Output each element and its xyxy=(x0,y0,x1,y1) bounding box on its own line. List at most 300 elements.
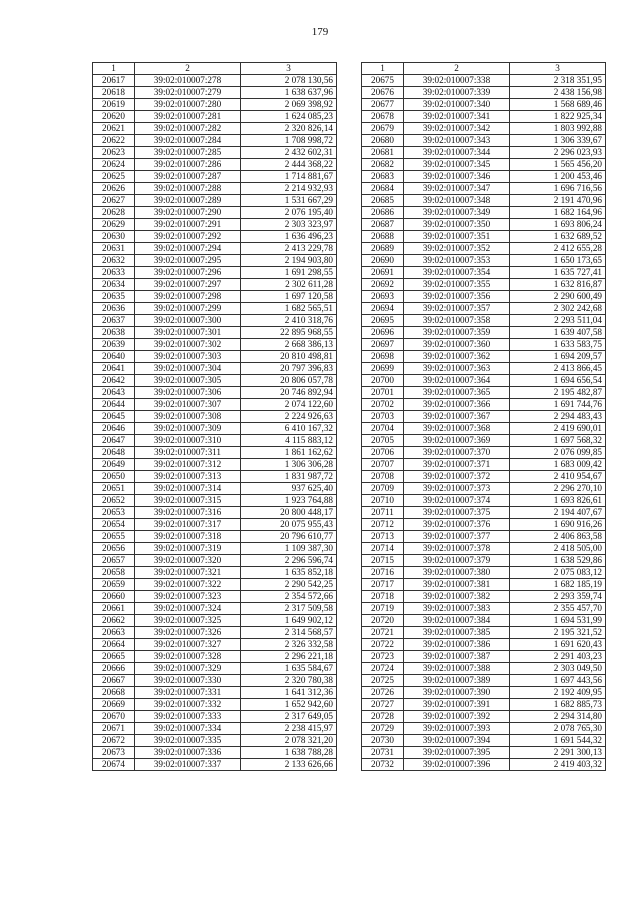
table-row xyxy=(93,75,337,87)
row-number-cell: 20696 xyxy=(362,327,404,339)
cadastral-number-cell: 39:02:010007:327 xyxy=(135,639,241,651)
table-row xyxy=(93,423,337,435)
value-cell: 2 419 403,32 xyxy=(510,759,606,771)
value-cell: 2 291 300,13 xyxy=(510,747,606,759)
row-number-cell: 20669 xyxy=(93,699,135,711)
value-cell: 1 803 992,88 xyxy=(510,123,606,135)
table-row xyxy=(362,159,606,171)
table-row xyxy=(362,147,606,159)
cadastral-number-cell: 39:02:010007:291 xyxy=(135,219,241,231)
cadastral-number-cell: 39:02:010007:315 xyxy=(135,495,241,507)
cadastral-number-cell: 39:02:010007:341 xyxy=(404,111,510,123)
table-row xyxy=(93,675,337,687)
cadastral-number-cell: 39:02:010007:344 xyxy=(404,147,510,159)
column-2-header: 2 xyxy=(135,63,241,75)
table-row xyxy=(93,159,337,171)
value-cell: 1 691 620,43 xyxy=(510,639,606,651)
value-cell: 2 133 626,66 xyxy=(241,759,337,771)
table-row xyxy=(93,639,337,651)
cadastral-number-cell: 39:02:010007:311 xyxy=(135,447,241,459)
row-number-cell: 20618 xyxy=(93,87,135,99)
table-row xyxy=(362,495,606,507)
table-row xyxy=(93,687,337,699)
value-cell: 2 078 765,30 xyxy=(510,723,606,735)
row-number-cell: 20711 xyxy=(362,507,404,519)
table-row xyxy=(362,591,606,603)
value-cell: 2 290 542,25 xyxy=(241,579,337,591)
row-number-cell: 20667 xyxy=(93,675,135,687)
table-row xyxy=(93,111,337,123)
value-cell: 20 796 610,77 xyxy=(241,531,337,543)
table-row xyxy=(362,507,606,519)
row-number-cell: 20658 xyxy=(93,567,135,579)
table-row xyxy=(362,135,606,147)
value-cell: 1 691 544,32 xyxy=(510,735,606,747)
cadastral-number-cell: 39:02:010007:349 xyxy=(404,207,510,219)
row-number-cell: 20635 xyxy=(93,291,135,303)
table-row xyxy=(362,255,606,267)
row-number-cell: 20648 xyxy=(93,447,135,459)
table-row xyxy=(362,675,606,687)
value-cell: 2 302 242,68 xyxy=(510,303,606,315)
cadastral-number-cell: 39:02:010007:389 xyxy=(404,675,510,687)
value-cell: 1 693 826,61 xyxy=(510,495,606,507)
header-row xyxy=(93,63,337,75)
cadastral-number-cell: 39:02:010007:290 xyxy=(135,207,241,219)
value-cell: 2 296 270,10 xyxy=(510,483,606,495)
table-row xyxy=(93,183,337,195)
cadastral-number-cell: 39:02:010007:394 xyxy=(404,735,510,747)
value-cell: 20 075 955,43 xyxy=(241,519,337,531)
value-cell: 2 418 505,00 xyxy=(510,543,606,555)
page-number: 179 xyxy=(311,26,329,38)
table-row xyxy=(93,555,337,567)
cadastral-number-cell: 39:02:010007:392 xyxy=(404,711,510,723)
row-number-cell: 20732 xyxy=(362,759,404,771)
table-row xyxy=(93,291,337,303)
row-number-cell: 20628 xyxy=(93,207,135,219)
table-row xyxy=(362,651,606,663)
cadastral-number-cell: 39:02:010007:282 xyxy=(135,123,241,135)
table-row xyxy=(362,603,606,615)
cadastral-number-cell: 39:02:010007:369 xyxy=(404,435,510,447)
cadastral-number-cell: 39:02:010007:363 xyxy=(404,363,510,375)
cadastral-number-cell: 39:02:010007:295 xyxy=(135,255,241,267)
table-row xyxy=(93,147,337,159)
row-number-cell: 20626 xyxy=(93,183,135,195)
table-row xyxy=(93,567,337,579)
value-cell: 2 195 321,52 xyxy=(510,627,606,639)
cadastral-number-cell: 39:02:010007:325 xyxy=(135,615,241,627)
table-row xyxy=(362,519,606,531)
cadastral-number-cell: 39:02:010007:390 xyxy=(404,687,510,699)
row-number-cell: 20640 xyxy=(93,351,135,363)
table-row xyxy=(93,303,337,315)
row-number-cell: 20632 xyxy=(93,255,135,267)
value-cell: 1 632 689,52 xyxy=(510,231,606,243)
row-number-cell: 20692 xyxy=(362,279,404,291)
row-number-cell: 20701 xyxy=(362,387,404,399)
table-row xyxy=(362,735,606,747)
row-number-cell: 20727 xyxy=(362,699,404,711)
value-cell: 1 694 656,54 xyxy=(510,375,606,387)
table-row xyxy=(93,603,337,615)
cadastral-number-cell: 39:02:010007:385 xyxy=(404,627,510,639)
table-row xyxy=(93,351,337,363)
table-row xyxy=(93,339,337,351)
value-cell: 2 302 611,28 xyxy=(241,279,337,291)
table-row xyxy=(93,195,337,207)
row-number-cell: 20647 xyxy=(93,435,135,447)
cadastral-number-cell: 39:02:010007:284 xyxy=(135,135,241,147)
row-number-cell: 20722 xyxy=(362,639,404,651)
row-number-cell: 20693 xyxy=(362,291,404,303)
cadastral-number-cell: 39:02:010007:299 xyxy=(135,303,241,315)
cadastral-number-cell: 39:02:010007:289 xyxy=(135,195,241,207)
row-number-cell: 20617 xyxy=(93,75,135,87)
row-number-cell: 20654 xyxy=(93,519,135,531)
table-row xyxy=(362,627,606,639)
value-cell: 2 668 386,13 xyxy=(241,339,337,351)
value-cell: 2 326 332,58 xyxy=(241,639,337,651)
value-cell: 937 625,40 xyxy=(241,483,337,495)
table-row xyxy=(93,267,337,279)
cadastral-number-cell: 39:02:010007:279 xyxy=(135,87,241,99)
cadastral-number-cell: 39:02:010007:323 xyxy=(135,591,241,603)
value-cell: 2 413 229,78 xyxy=(241,243,337,255)
cadastral-number-cell: 39:02:010007:347 xyxy=(404,183,510,195)
table-row xyxy=(362,459,606,471)
cadastral-number-cell: 39:02:010007:366 xyxy=(404,399,510,411)
row-number-cell: 20699 xyxy=(362,363,404,375)
value-cell: 2 320 780,38 xyxy=(241,675,337,687)
row-number-cell: 20633 xyxy=(93,267,135,279)
cadastral-number-cell: 39:02:010007:373 xyxy=(404,483,510,495)
row-number-cell: 20624 xyxy=(93,159,135,171)
row-number-cell: 20651 xyxy=(93,483,135,495)
cadastral-number-cell: 39:02:010007:367 xyxy=(404,411,510,423)
value-cell: 2 444 368,22 xyxy=(241,159,337,171)
value-cell: 1 694 531,99 xyxy=(510,615,606,627)
table-row xyxy=(362,231,606,243)
cadastral-number-cell: 39:02:010007:312 xyxy=(135,459,241,471)
table-row xyxy=(362,303,606,315)
value-cell: 1 650 173,65 xyxy=(510,255,606,267)
cadastral-number-cell: 39:02:010007:374 xyxy=(404,495,510,507)
table-row xyxy=(362,267,606,279)
value-cell: 1 641 312,36 xyxy=(241,687,337,699)
cadastral-number-cell: 39:02:010007:334 xyxy=(135,723,241,735)
value-cell: 1 690 916,26 xyxy=(510,519,606,531)
table-row xyxy=(362,171,606,183)
row-number-cell: 20652 xyxy=(93,495,135,507)
cadastral-number-cell: 39:02:010007:379 xyxy=(404,555,510,567)
row-number-cell: 20695 xyxy=(362,315,404,327)
table-row xyxy=(93,711,337,723)
table-row xyxy=(93,99,337,111)
cadastral-number-cell: 39:02:010007:355 xyxy=(404,279,510,291)
cadastral-number-cell: 39:02:010007:365 xyxy=(404,387,510,399)
cadastral-number-cell: 39:02:010007:396 xyxy=(404,759,510,771)
value-cell: 1 200 453,46 xyxy=(510,171,606,183)
cadastral-number-cell: 39:02:010007:384 xyxy=(404,615,510,627)
row-number-cell: 20705 xyxy=(362,435,404,447)
cadastral-number-cell: 39:02:010007:292 xyxy=(135,231,241,243)
row-number-cell: 20655 xyxy=(93,531,135,543)
row-number-cell: 20631 xyxy=(93,243,135,255)
row-number-cell: 20726 xyxy=(362,687,404,699)
table-row xyxy=(93,543,337,555)
value-cell: 1 109 387,30 xyxy=(241,543,337,555)
table-row xyxy=(93,531,337,543)
row-number-cell: 20720 xyxy=(362,615,404,627)
row-number-cell: 20679 xyxy=(362,123,404,135)
cadastral-number-cell: 39:02:010007:317 xyxy=(135,519,241,531)
table-row xyxy=(93,363,337,375)
row-number-cell: 20723 xyxy=(362,651,404,663)
row-number-cell: 20719 xyxy=(362,603,404,615)
row-number-cell: 20731 xyxy=(362,747,404,759)
cadastral-number-cell: 39:02:010007:304 xyxy=(135,363,241,375)
row-number-cell: 20659 xyxy=(93,579,135,591)
table-row xyxy=(93,123,337,135)
table-row xyxy=(93,135,337,147)
value-cell: 20 797 396,83 xyxy=(241,363,337,375)
cadastral-number-cell: 39:02:010007:371 xyxy=(404,459,510,471)
column-2-header: 2 xyxy=(404,63,510,75)
left-register-table xyxy=(92,62,337,771)
value-cell: 1 531 667,29 xyxy=(241,195,337,207)
value-cell: 2 355 457,70 xyxy=(510,603,606,615)
table-row xyxy=(362,639,606,651)
value-cell: 2 194 903,80 xyxy=(241,255,337,267)
value-cell: 2 314 568,57 xyxy=(241,627,337,639)
value-cell: 2 224 926,63 xyxy=(241,411,337,423)
table-row xyxy=(93,279,337,291)
value-cell: 1 683 009,42 xyxy=(510,459,606,471)
value-cell: 1 638 788,28 xyxy=(241,747,337,759)
table-row xyxy=(93,219,337,231)
value-cell: 1 822 925,34 xyxy=(510,111,606,123)
row-number-cell: 20662 xyxy=(93,615,135,627)
value-cell: 2 074 122,60 xyxy=(241,399,337,411)
row-number-cell: 20645 xyxy=(93,411,135,423)
table-row xyxy=(362,243,606,255)
row-number-cell: 20709 xyxy=(362,483,404,495)
value-cell: 1 306 339,67 xyxy=(510,135,606,147)
row-number-cell: 20657 xyxy=(93,555,135,567)
value-cell: 2 294 314,80 xyxy=(510,711,606,723)
value-cell: 2 192 409,95 xyxy=(510,687,606,699)
value-cell: 1 635 852,18 xyxy=(241,567,337,579)
value-cell: 1 635 584,67 xyxy=(241,663,337,675)
cadastral-number-cell: 39:02:010007:386 xyxy=(404,639,510,651)
cadastral-number-cell: 39:02:010007:395 xyxy=(404,747,510,759)
column-3-header: 3 xyxy=(510,63,606,75)
cadastral-number-cell: 39:02:010007:368 xyxy=(404,423,510,435)
cadastral-number-cell: 39:02:010007:370 xyxy=(404,447,510,459)
table-row xyxy=(362,99,606,111)
cadastral-number-cell: 39:02:010007:387 xyxy=(404,651,510,663)
table-row xyxy=(93,231,337,243)
table-row xyxy=(93,579,337,591)
cadastral-number-cell: 39:02:010007:362 xyxy=(404,351,510,363)
cadastral-number-cell: 39:02:010007:343 xyxy=(404,135,510,147)
table-row xyxy=(362,123,606,135)
value-cell: 2 195 482,87 xyxy=(510,387,606,399)
table-row xyxy=(362,759,606,771)
row-number-cell: 20668 xyxy=(93,687,135,699)
cadastral-number-cell: 39:02:010007:377 xyxy=(404,531,510,543)
cadastral-number-cell: 39:02:010007:322 xyxy=(135,579,241,591)
value-cell: 1 696 716,56 xyxy=(510,183,606,195)
table-row xyxy=(362,363,606,375)
row-number-cell: 20713 xyxy=(362,531,404,543)
row-number-cell: 20623 xyxy=(93,147,135,159)
row-number-cell: 20718 xyxy=(362,591,404,603)
table-row xyxy=(93,699,337,711)
value-cell: 2 293 511,04 xyxy=(510,315,606,327)
cadastral-number-cell: 39:02:010007:309 xyxy=(135,423,241,435)
value-cell: 2 296 023,93 xyxy=(510,147,606,159)
cadastral-number-cell: 39:02:010007:376 xyxy=(404,519,510,531)
table-row xyxy=(93,663,337,675)
row-number-cell: 20682 xyxy=(362,159,404,171)
row-number-cell: 20725 xyxy=(362,675,404,687)
table-row xyxy=(93,735,337,747)
row-number-cell: 20684 xyxy=(362,183,404,195)
row-number-cell: 20650 xyxy=(93,471,135,483)
row-number-cell: 20642 xyxy=(93,375,135,387)
table-row xyxy=(93,471,337,483)
table-row xyxy=(362,291,606,303)
row-number-cell: 20714 xyxy=(362,543,404,555)
table-row xyxy=(93,723,337,735)
cadastral-number-cell: 39:02:010007:391 xyxy=(404,699,510,711)
value-cell: 20 810 498,81 xyxy=(241,351,337,363)
value-cell: 1 306 306,28 xyxy=(241,459,337,471)
table-row xyxy=(362,711,606,723)
row-number-cell: 20700 xyxy=(362,375,404,387)
table-row xyxy=(93,519,337,531)
row-number-cell: 20638 xyxy=(93,327,135,339)
value-cell: 6 410 167,32 xyxy=(241,423,337,435)
value-cell: 2 432 602,31 xyxy=(241,147,337,159)
row-number-cell: 20649 xyxy=(93,459,135,471)
value-cell: 1 682 565,51 xyxy=(241,303,337,315)
cadastral-number-cell: 39:02:010007:330 xyxy=(135,675,241,687)
value-cell: 1 649 902,12 xyxy=(241,615,337,627)
cadastral-number-cell: 39:02:010007:393 xyxy=(404,723,510,735)
cadastral-number-cell: 39:02:010007:310 xyxy=(135,435,241,447)
column-1-header: 1 xyxy=(93,63,135,75)
cadastral-number-cell: 39:02:010007:328 xyxy=(135,651,241,663)
cadastral-number-cell: 39:02:010007:382 xyxy=(404,591,510,603)
cadastral-number-cell: 39:02:010007:302 xyxy=(135,339,241,351)
table-row xyxy=(362,411,606,423)
cadastral-number-cell: 39:02:010007:346 xyxy=(404,171,510,183)
cadastral-number-cell: 39:02:010007:342 xyxy=(404,123,510,135)
table-row xyxy=(93,459,337,471)
cadastral-number-cell: 39:02:010007:319 xyxy=(135,543,241,555)
table-row xyxy=(362,615,606,627)
row-number-cell: 20728 xyxy=(362,711,404,723)
cadastral-number-cell: 39:02:010007:294 xyxy=(135,243,241,255)
table-row xyxy=(93,255,337,267)
row-number-cell: 20712 xyxy=(362,519,404,531)
table-row xyxy=(362,447,606,459)
row-number-cell: 20639 xyxy=(93,339,135,351)
value-cell: 1 697 120,58 xyxy=(241,291,337,303)
value-cell: 2 419 690,01 xyxy=(510,423,606,435)
cadastral-number-cell: 39:02:010007:287 xyxy=(135,171,241,183)
row-number-cell: 20710 xyxy=(362,495,404,507)
row-number-cell: 20670 xyxy=(93,711,135,723)
row-number-cell: 20681 xyxy=(362,147,404,159)
value-cell: 1 568 689,46 xyxy=(510,99,606,111)
table-row xyxy=(362,195,606,207)
row-number-cell: 20644 xyxy=(93,399,135,411)
value-cell: 2 291 403,23 xyxy=(510,651,606,663)
cadastral-number-cell: 39:02:010007:383 xyxy=(404,603,510,615)
cadastral-number-cell: 39:02:010007:358 xyxy=(404,315,510,327)
cadastral-number-cell: 39:02:010007:296 xyxy=(135,267,241,279)
row-number-cell: 20663 xyxy=(93,627,135,639)
value-cell: 1 697 443,56 xyxy=(510,675,606,687)
table-row xyxy=(362,207,606,219)
table-row xyxy=(93,327,337,339)
table-row xyxy=(93,483,337,495)
value-cell: 2 069 398,92 xyxy=(241,99,337,111)
value-cell: 2 317 509,58 xyxy=(241,603,337,615)
row-number-cell: 20671 xyxy=(93,723,135,735)
row-number-cell: 20630 xyxy=(93,231,135,243)
table-row xyxy=(93,759,337,771)
value-cell: 1 694 209,57 xyxy=(510,351,606,363)
table-row xyxy=(362,687,606,699)
value-cell: 4 115 883,12 xyxy=(241,435,337,447)
table-row xyxy=(362,111,606,123)
table-row xyxy=(93,243,337,255)
row-number-cell: 20729 xyxy=(362,723,404,735)
value-cell: 1 633 583,75 xyxy=(510,339,606,351)
table-row xyxy=(362,339,606,351)
row-number-cell: 20702 xyxy=(362,399,404,411)
row-number-cell: 20676 xyxy=(362,87,404,99)
value-cell: 1 632 816,87 xyxy=(510,279,606,291)
value-cell: 1 636 496,23 xyxy=(241,231,337,243)
row-number-cell: 20666 xyxy=(93,663,135,675)
table-row xyxy=(93,495,337,507)
table-row xyxy=(93,591,337,603)
row-number-cell: 20627 xyxy=(93,195,135,207)
cadastral-number-cell: 39:02:010007:285 xyxy=(135,147,241,159)
cadastral-number-cell: 39:02:010007:381 xyxy=(404,579,510,591)
cadastral-number-cell: 39:02:010007:278 xyxy=(135,75,241,87)
value-cell: 2 406 863,58 xyxy=(510,531,606,543)
value-cell: 2 412 655,28 xyxy=(510,243,606,255)
table-row xyxy=(93,387,337,399)
value-cell: 2 076 099,85 xyxy=(510,447,606,459)
row-number-cell: 20674 xyxy=(93,759,135,771)
value-cell: 2 303 323,97 xyxy=(241,219,337,231)
row-number-cell: 20704 xyxy=(362,423,404,435)
cadastral-number-cell: 39:02:010007:280 xyxy=(135,99,241,111)
row-number-cell: 20637 xyxy=(93,315,135,327)
row-number-cell: 20621 xyxy=(93,123,135,135)
value-cell: 20 806 057,78 xyxy=(241,375,337,387)
table-row xyxy=(362,219,606,231)
